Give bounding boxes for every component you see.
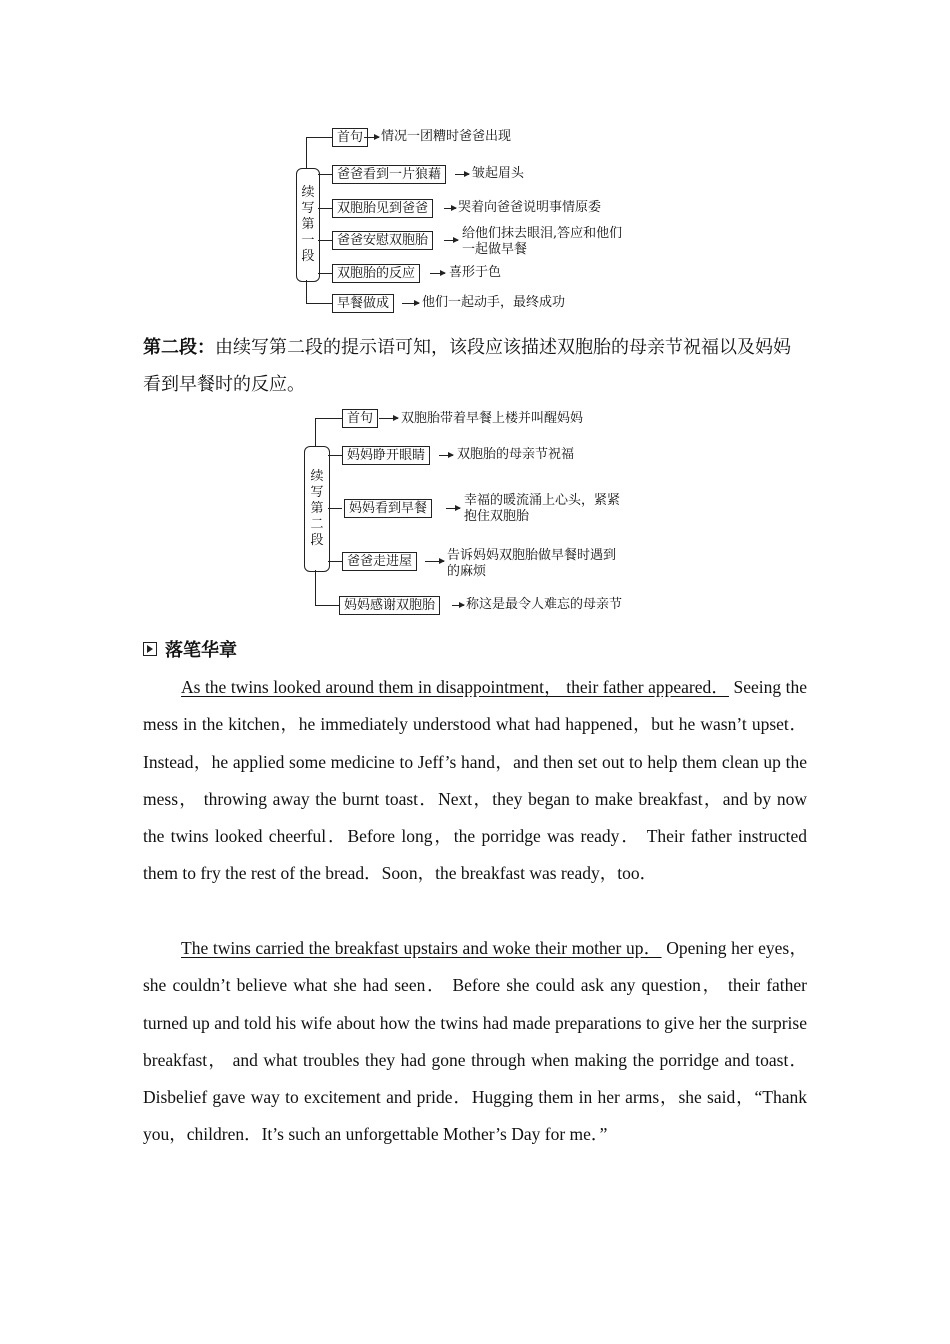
diagram2-desc: 告诉妈妈双胞胎做早餐时遇到 的麻烦 xyxy=(447,548,617,579)
diagram1-node: 爸爸安慰双胞胎 xyxy=(332,231,433,250)
diagram1-desc: 情况一团糟时爸爸出现 xyxy=(381,129,512,144)
diagram2-desc: 双胞胎带着早餐上楼并叫醒妈妈 xyxy=(401,411,584,426)
diagram2-desc: 幸福的暖流涌上心头，紧紧 抱住双胞胎 xyxy=(464,493,621,524)
diagram1-node: 双胞胎见到爸爸 xyxy=(332,199,433,218)
diagram2-bracket-top xyxy=(315,418,316,446)
diagram2-label: 续 写 第 二 段 xyxy=(304,446,330,572)
essay-paragraph-1: As the twins looked around them in disappointment， their father appeared． Seeing the mess in the kitchen，he immediately understood what had happened，but he wasn’t upset．Instead，he applied some medicine to Jeff’s hand，and then set out to help them clean up the mess， throwing away the burnt toast．Next，they began to make breakfast，and by now the twins looked cheerful．Before long，the porridge was ready． Their father instructed them to fry the rest of the bread．Soon，the breakfast was ready，too． xyxy=(143,677,807,884)
diagram2-node-first-sentence: 首句 xyxy=(342,409,378,428)
diagram2-node: 妈妈睁开眼睛 xyxy=(342,446,430,465)
diagram1-desc: 皱起眉头 xyxy=(472,166,525,181)
diagram1-desc: 他们一起动手，最终成功 xyxy=(422,295,566,310)
section-heading: 落笔华章 xyxy=(143,636,237,662)
diagram1-node: 爸爸看到一片狼藉 xyxy=(332,165,446,184)
given-first-sentence: As the twins looked around them in disappointment， their father appeared． xyxy=(181,677,729,697)
diagram2-node: 妈妈感谢双胞胎 xyxy=(339,596,440,615)
paragraph-2-analysis: 第二段：由续写第二段的提示语可知，该段应该描述双胞胎的母亲节祝福以及妈妈看到早餐时的反应。 xyxy=(143,337,791,395)
diagram1-node-first-sentence: 首句 xyxy=(332,128,368,147)
given-first-sentence: The twins carried the breakfast upstairs and woke their mother up． xyxy=(181,938,662,958)
diagram2-desc: 双胞胎的母亲节祝福 xyxy=(457,447,575,462)
diagram1-bracket-bottom xyxy=(306,280,307,304)
diagram1-desc: 给他们抹去眼泪,答应和他们 一起做早餐 xyxy=(462,226,623,257)
diagram2-node: 爸爸走进屋 xyxy=(342,552,417,571)
diagram1-label: 续 写 第 一 段 xyxy=(296,168,320,282)
diagram2-bracket-bottom xyxy=(315,570,316,606)
essay-paragraph-2: The twins carried the breakfast upstairs and woke their mother up． Opening her eyes， she couldn’t believe what she had seen． Before she could ask any question， their father turned up and told his wife about how the twins had made preparations to give her the surprise breakfast， and what troubles they had gone through when making the porridge and toast．Disbelief gave way to excitement and pride．Hugging them in her arms，she said，“Thank you，children．It’s such an unforgettable Mother’s Day for me．” xyxy=(143,938,807,1145)
diagram1-desc: 喜形于色 xyxy=(449,265,502,280)
diagram2-node: 妈妈看到早餐 xyxy=(344,499,432,518)
diagram1-node: 早餐做成 xyxy=(332,294,394,313)
diagram2-desc: 称这是最令人难忘的母亲节 xyxy=(466,597,623,612)
diagram1-bracket-top xyxy=(306,137,307,168)
diagram1-node: 双胞胎的反应 xyxy=(332,264,420,283)
play-icon xyxy=(143,642,157,656)
diagram1-desc: 哭着向爸爸说明事情原委 xyxy=(458,200,602,215)
